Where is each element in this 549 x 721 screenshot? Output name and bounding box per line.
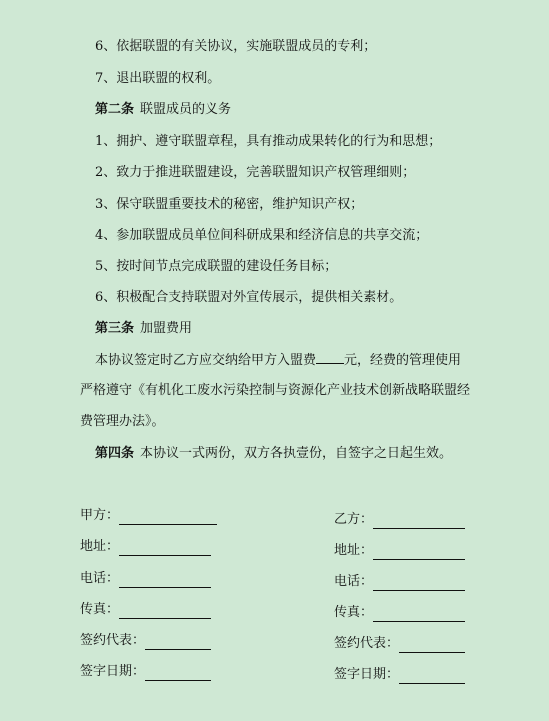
party-a-date-line (145, 666, 211, 681)
party-a-date-label: 签字日期： (80, 664, 146, 679)
party-a-phone-line (119, 573, 211, 588)
article-3-number: 第三条 (95, 321, 135, 336)
rights-item-7: 7、退出联盟的权利。 (95, 71, 221, 86)
party-b-rep-field (334, 635, 465, 653)
party-b-date-line (399, 669, 465, 684)
article-2-number: 第二条 (95, 102, 135, 117)
party-a-address-field (80, 538, 211, 556)
party-a-name-line (119, 510, 217, 525)
article-4-text: 本协议一式两份，双方各执壹份，自签字之日起生效。 (140, 446, 453, 461)
obligation-item-5: 5、按时间节点完成联盟的建设任务目标； (95, 259, 338, 274)
article-3-paragraph-line-1 (95, 351, 461, 370)
party-b-address-label: 地址： (334, 543, 374, 558)
obligation-item-3: 3、保守联盟重要技术的秘密，维护知识产权； (95, 197, 364, 212)
article-4-line (95, 445, 452, 463)
party-b-fax-field (334, 604, 465, 622)
obligation-item-6: 6、积极配合支持联盟对外宣传展示，提供相关素材。 (95, 290, 403, 305)
party-b-fax-line (373, 607, 465, 622)
party-b-rep-line (399, 638, 465, 653)
article-3-heading (95, 320, 192, 338)
obligation-item-4: 4、参加联盟成员单位间科研成果和经济信息的共享交流； (95, 228, 429, 243)
party-b-address-line (373, 545, 465, 560)
party-a-date-field (80, 663, 211, 681)
party-b-rep-label: 签约代表： (334, 636, 400, 651)
party-a-phone-field (80, 570, 211, 588)
fee-text-before-blank: 本协议签定时乙方应交纳给甲方入盟费 (95, 353, 317, 368)
article-3-paragraph-line-2: 严格遵守《有机化工废水污染控制与资源化产业技术创新战略联盟经 (80, 383, 471, 398)
party-a-rep-line (145, 635, 211, 650)
article-2-heading (95, 101, 231, 119)
party-a-address-label: 地址： (80, 539, 120, 554)
article-3-title: 加盟费用 (140, 321, 193, 336)
party-a-label: 甲方： (80, 508, 120, 523)
obligation-item-2: 2、致力于推进联盟建设，完善联盟知识产权管理细则； (95, 165, 416, 180)
article-3-paragraph-line-3: 费管理办法》。 (80, 414, 165, 429)
party-b-date-label: 签字日期： (334, 667, 400, 682)
fee-amount-blank (316, 351, 344, 364)
article-4-number: 第四条 (95, 446, 135, 461)
party-b-label: 乙方： (334, 512, 374, 527)
party-b-phone-label: 电话： (334, 574, 374, 589)
party-b-name-field (334, 511, 465, 529)
party-b-date-field (334, 666, 465, 684)
party-a-rep-field (80, 632, 211, 650)
fee-text-after-blank: 元，经费的管理使用 (344, 353, 462, 368)
party-a-fax-field (80, 601, 211, 619)
party-a-phone-label: 电话： (80, 571, 120, 586)
party-b-phone-line (373, 576, 465, 591)
party-a-rep-label: 签约代表： (80, 633, 146, 648)
article-2-title: 联盟成员的义务 (140, 102, 232, 117)
party-a-address-line (119, 541, 211, 556)
party-a-name-field (80, 507, 217, 525)
rights-item-6: 6、依据联盟的有关协议，实施联盟成员的专利； (95, 39, 377, 54)
party-b-address-field (334, 542, 465, 560)
obligation-item-1: 1、拥护、遵守联盟章程，具有推动成果转化的行为和思想； (95, 134, 442, 149)
party-b-name-line (373, 514, 465, 529)
party-a-fax-line (119, 604, 211, 619)
party-b-phone-field (334, 573, 465, 591)
party-b-fax-label: 传真： (334, 605, 374, 620)
party-a-fax-label: 传真： (80, 602, 120, 617)
